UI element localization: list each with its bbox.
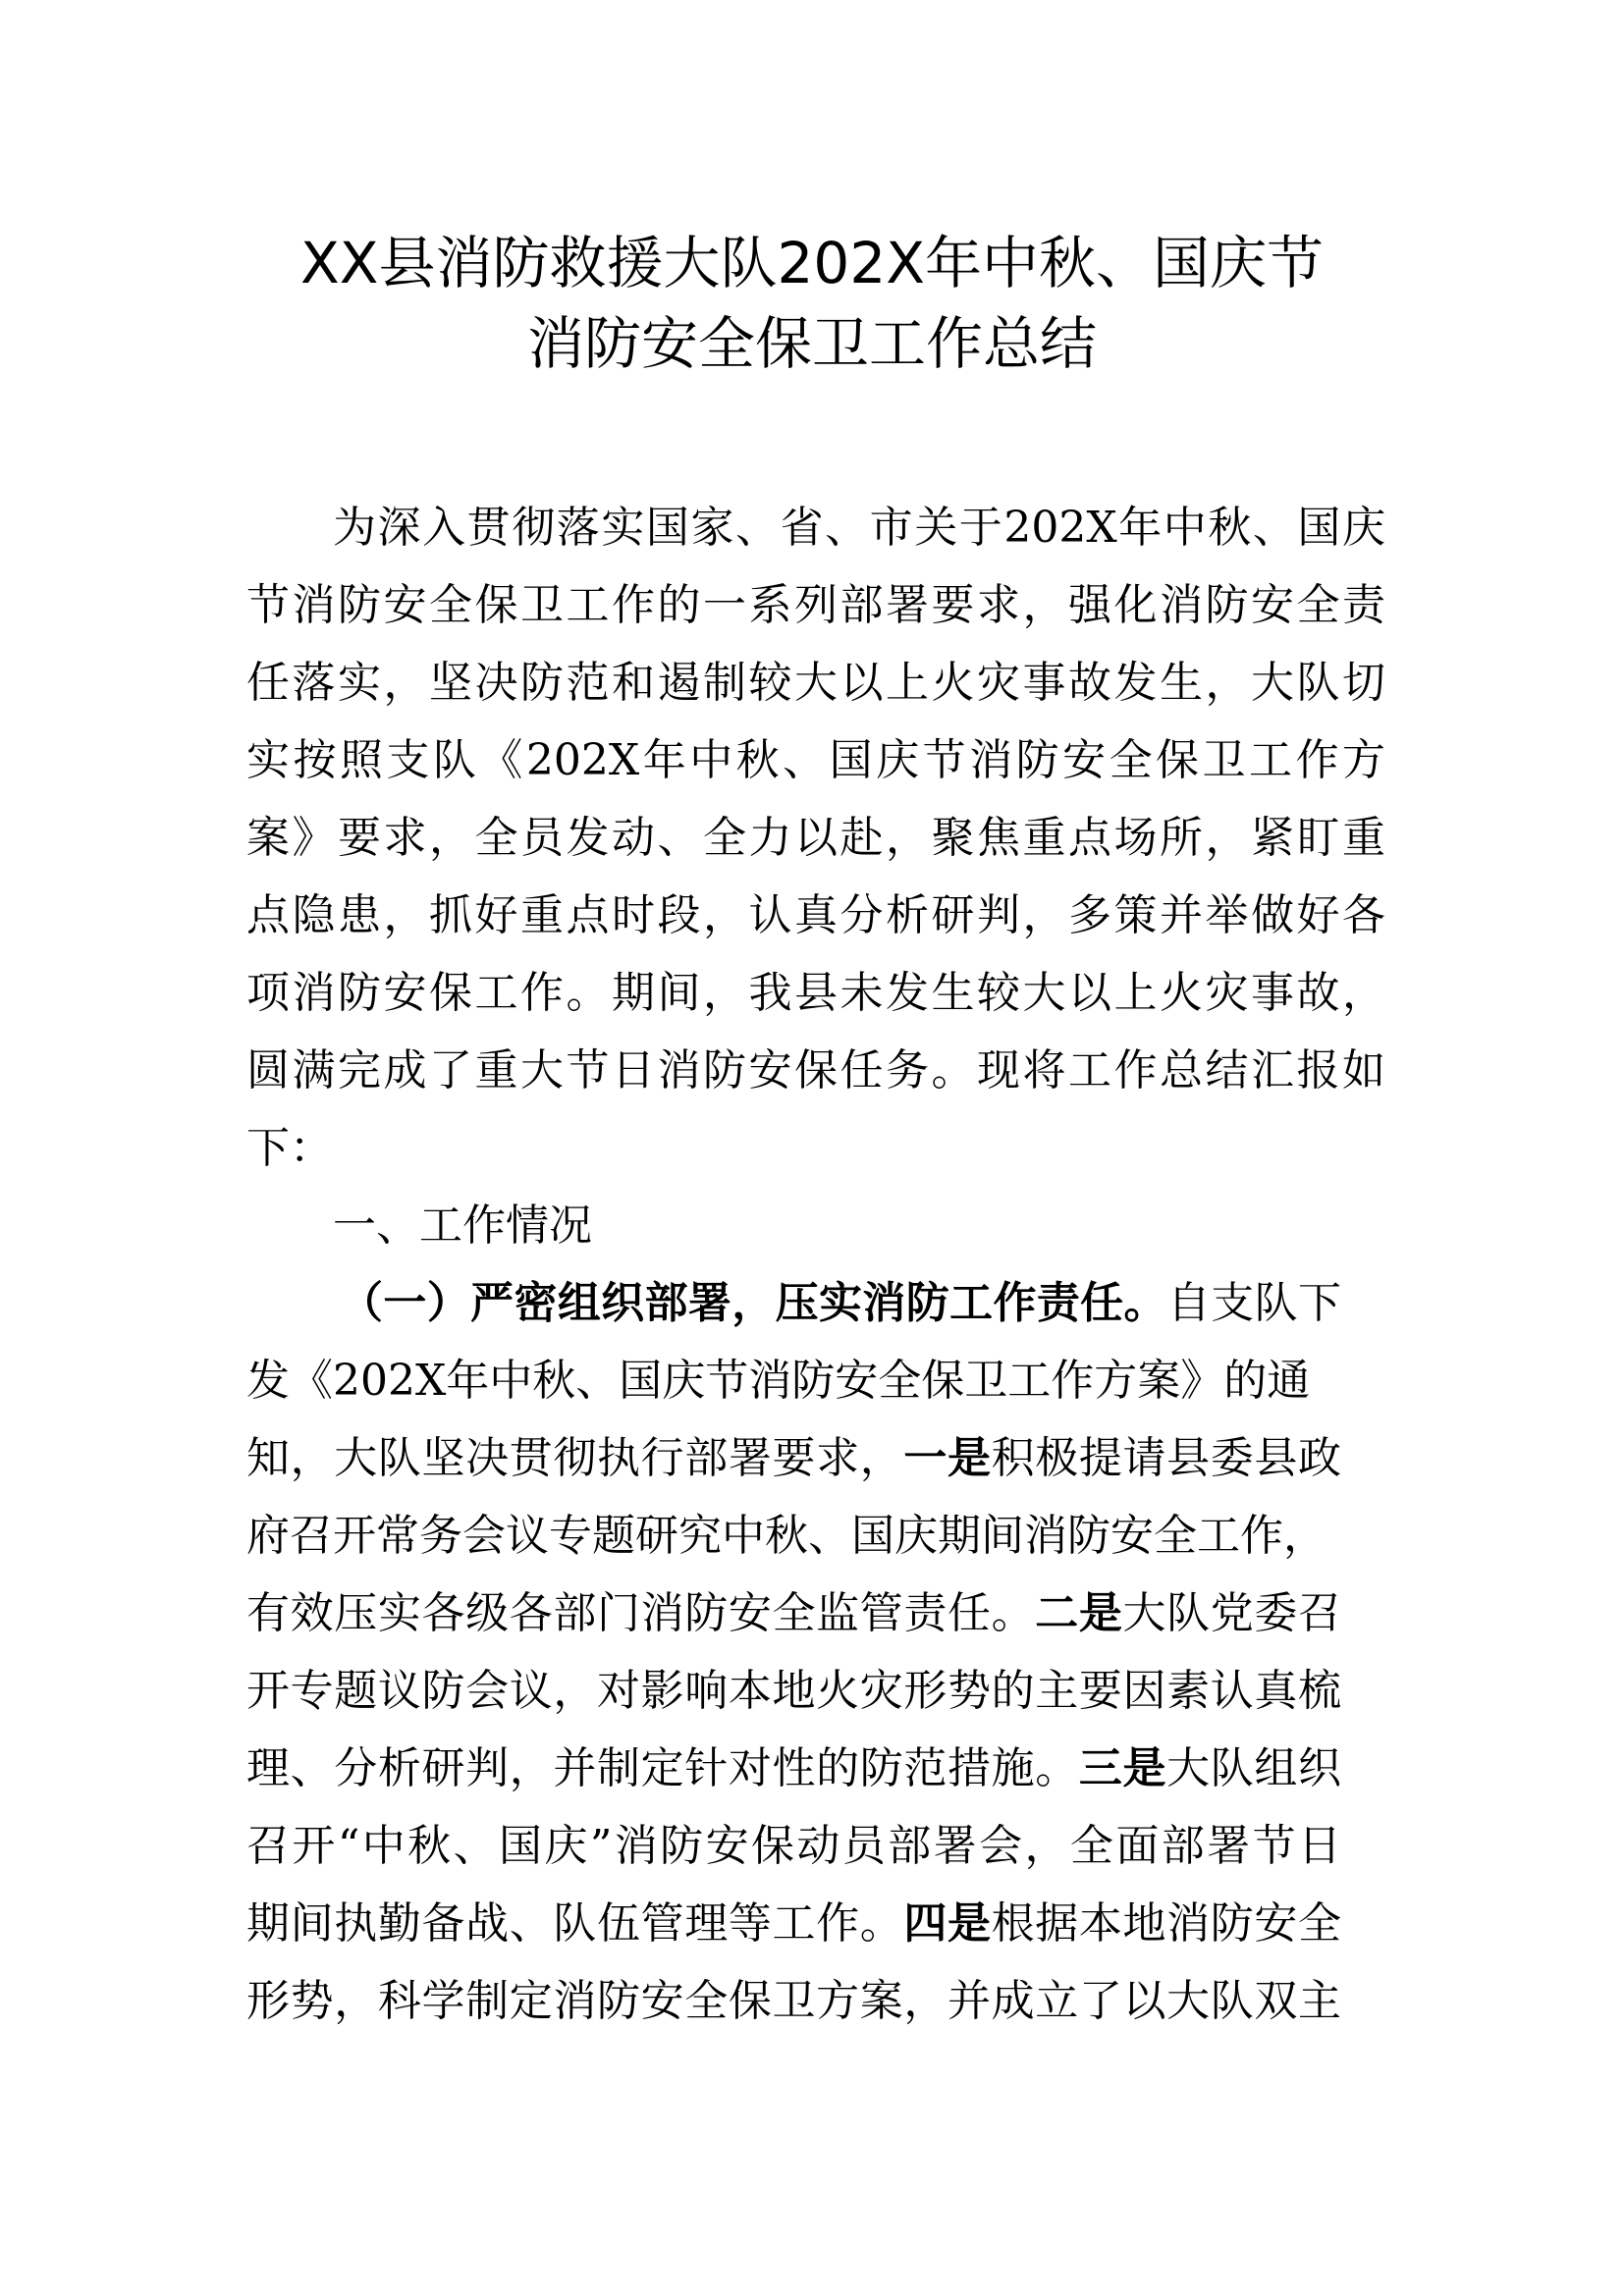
subsection-heading-rest: 自支队下 xyxy=(1166,1278,1342,1328)
section-heading: 一、工作情况 xyxy=(333,1201,592,1251)
paragraph-line: 为深入贯彻落实国家、省、市关于202X年中秋、国庆 xyxy=(333,503,1385,553)
paragraph-line xyxy=(246,1739,1341,1798)
text-run: 知，大队坚决贯彻执行部署要求， xyxy=(246,1433,904,1483)
paragraph-line xyxy=(246,1584,1341,1643)
text-run: 期间执勤备战、队伍管理等工作。 xyxy=(246,1898,904,1949)
paragraph-line: 召开“中秋、国庆”消防安保动员部署会，全面部署节日 xyxy=(246,1821,1341,1871)
title-line-1: XX县消防救援大队202X年中秋、国庆节 xyxy=(300,230,1324,296)
bold-marker: 四是 xyxy=(903,1898,992,1949)
text-run: 有效压实各级各部门消防安全监管责任。 xyxy=(246,1588,1036,1638)
paragraph-line: 实按照支队《202X年中秋、国庆节消防安全保卫工作方 xyxy=(246,735,1385,785)
bold-marker: 二是 xyxy=(1035,1588,1123,1638)
paragraph-line: 下： xyxy=(246,1123,333,1173)
paragraph-line: 形势，科学制定消防安全保卫方案，并成立了以大队双主 xyxy=(246,1976,1341,2026)
paragraph-line: 圆满完成了重大节日消防安保任务。现将工作总结汇报如 xyxy=(246,1045,1385,1095)
paragraph-line xyxy=(246,1429,1341,1488)
paragraph-line: 节消防安全保卫工作的一系列部署要求，强化消防安全责 xyxy=(246,580,1385,630)
title-line-2: 消防安全保卫工作总结 xyxy=(526,310,1097,377)
text-run: 大队党委召 xyxy=(1122,1588,1341,1638)
paragraph-line xyxy=(246,1895,1341,1953)
subsection-heading: （一）严密组织部署，压实消防工作责任。 xyxy=(340,1278,1167,1328)
text-run: 积极提请县委县政 xyxy=(991,1433,1341,1483)
paragraph-line: 府召开常务会议专题研究中秋、国庆期间消防安全工作， xyxy=(246,1511,1326,1561)
text-run: 大队组织 xyxy=(1166,1743,1341,1793)
bold-marker: 一是 xyxy=(903,1433,992,1483)
paragraph-line: 开专题议防会议，对影响本地火灾形势的主要因素认真梳 xyxy=(246,1666,1341,1716)
text-run: 根据本地消防安全 xyxy=(991,1898,1341,1949)
paragraph-line: 发《202X年中秋、国庆节消防安全保卫工作方案》的通 xyxy=(246,1356,1311,1406)
paragraph-line: 项消防安保工作。期间，我县未发生较大以上火灾事故， xyxy=(246,968,1385,1018)
bold-marker: 三是 xyxy=(1078,1743,1167,1793)
paragraph-line: 点隐患，抓好重点时段，认真分析研判，多策并举做好各 xyxy=(246,890,1385,940)
paragraph-line: 任落实，坚决防范和遏制较大以上火灾事故发生，大队切 xyxy=(246,658,1385,708)
paragraph-line: 案》要求，全员发动、全力以赴，聚焦重点场所，紧盯重 xyxy=(246,813,1385,863)
subsection-heading-line xyxy=(340,1274,1341,1333)
text-run: 理、分析研判，并制定针对性的防范措施。 xyxy=(246,1743,1079,1793)
